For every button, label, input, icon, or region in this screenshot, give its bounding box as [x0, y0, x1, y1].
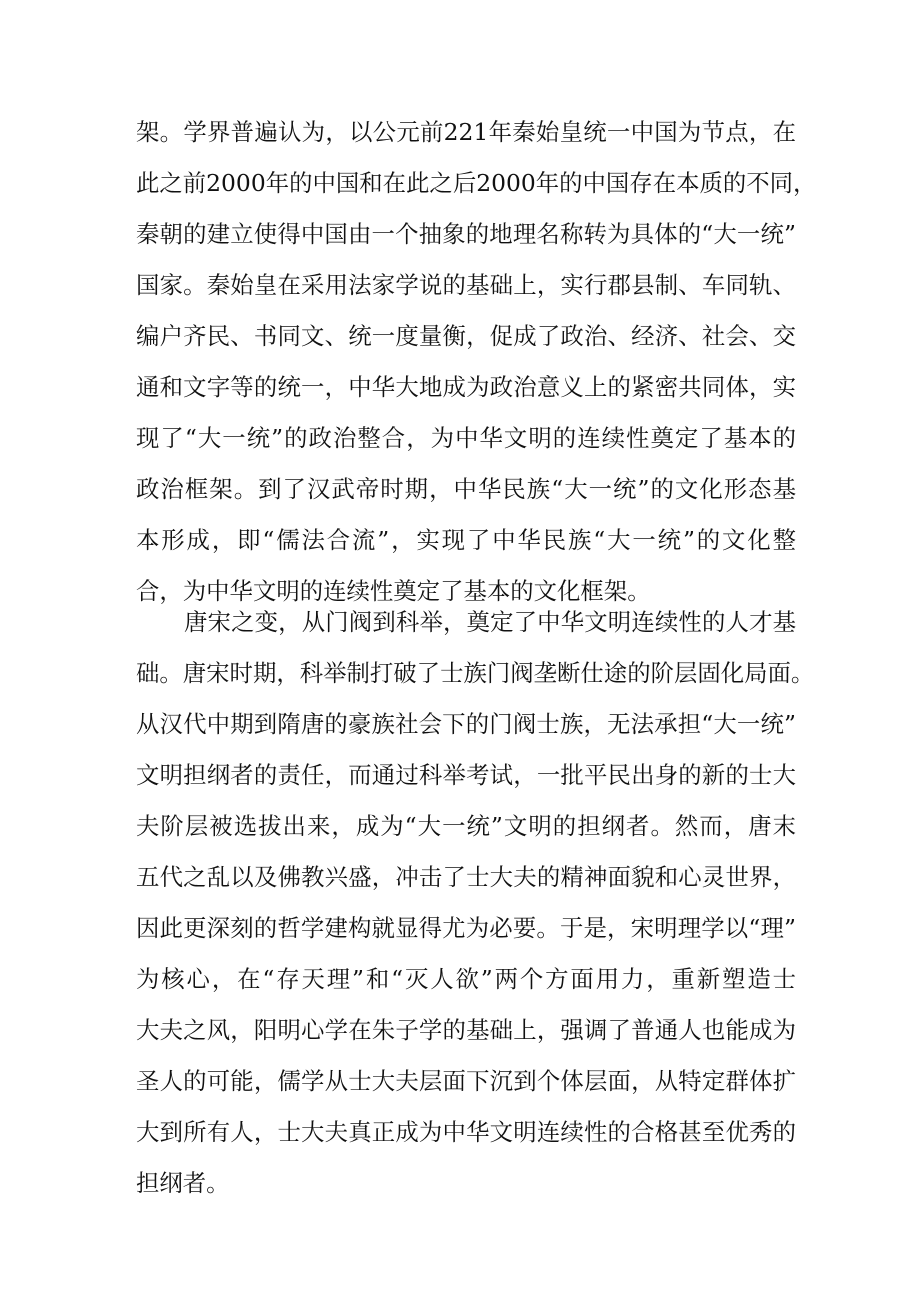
text-line: 夫阶层被选拔出来，成为“大一统”文明的担纲者。然而，唐末	[136, 812, 796, 840]
text-line: 合，为中华文明的连续性奠定了基本的文化框架。	[136, 577, 651, 605]
text-line: 大到所有人，士大夫真正成为中华文明连续性的合格甚至优秀的	[136, 1118, 796, 1146]
text-line: 本形成，即“儒法合流”，实现了中华民族“大一统”的文化整	[136, 526, 796, 554]
text-line: 此之前2000年的中国和在此之后2000年的中国存在本质的不同，	[136, 169, 817, 197]
text-line: 从汉代中期到隋唐的豪族社会下的门阀士族，无法承担“大一统”	[136, 710, 796, 738]
text-line: 政治框架。到了汉武帝时期，中华民族“大一统”的文化形态基	[136, 475, 796, 503]
text-line: 础。唐宋时期，科举制打破了士族门阀垄断仕途的阶层固化局面。	[136, 659, 815, 687]
paragraph-unification	[136, 117, 817, 627]
text-line: 圣人的可能，儒学从士大夫层面下沉到个体层面，从特定群体扩	[136, 1067, 796, 1095]
text-line: 现了“大一统”的政治整合，为中华文明的连续性奠定了基本的	[136, 424, 796, 452]
paragraph-tang-song-transition	[136, 607, 815, 1219]
text-line: 国家。秦始皇在采用法家学说的基础上，实行郡县制、车同轨、	[136, 271, 796, 299]
text-line: 唐宋之变，从门阀到科举，奠定了中华文明连续性的人才基	[184, 608, 796, 636]
text-line: 大夫之风，阳明心学在朱子学的基础上，强调了普通人也能成为	[136, 1016, 796, 1044]
text-line: 因此更深刻的哲学建构就显得尤为必要。于是，宋明理学以“理”	[136, 914, 796, 942]
text-line: 秦朝的建立使得中国由一个抽象的地理名称转为具体的“大一统”	[136, 220, 796, 248]
text-line: 通和文字等的统一，中华大地成为政治意义上的紧密共同体，实	[136, 373, 796, 401]
text-line: 担纲者。	[136, 1169, 230, 1197]
text-line: 文明担纲者的责任，而通过科举考试，一批平民出身的新的士大	[136, 761, 796, 789]
text-line: 编户齐民、书同文、统一度量衡，促成了政治、经济、社会、交	[136, 322, 796, 350]
text-line: 五代之乱以及佛教兴盛，冲击了士大夫的精神面貌和心灵世界，	[136, 863, 796, 891]
text-line: 为核心，在“存天理”和“灭人欲”两个方面用力，重新塑造士	[136, 965, 796, 993]
text-line: 架。学界普遍认为，以公元前221年秦始皇统一中国为节点，在	[136, 118, 796, 146]
